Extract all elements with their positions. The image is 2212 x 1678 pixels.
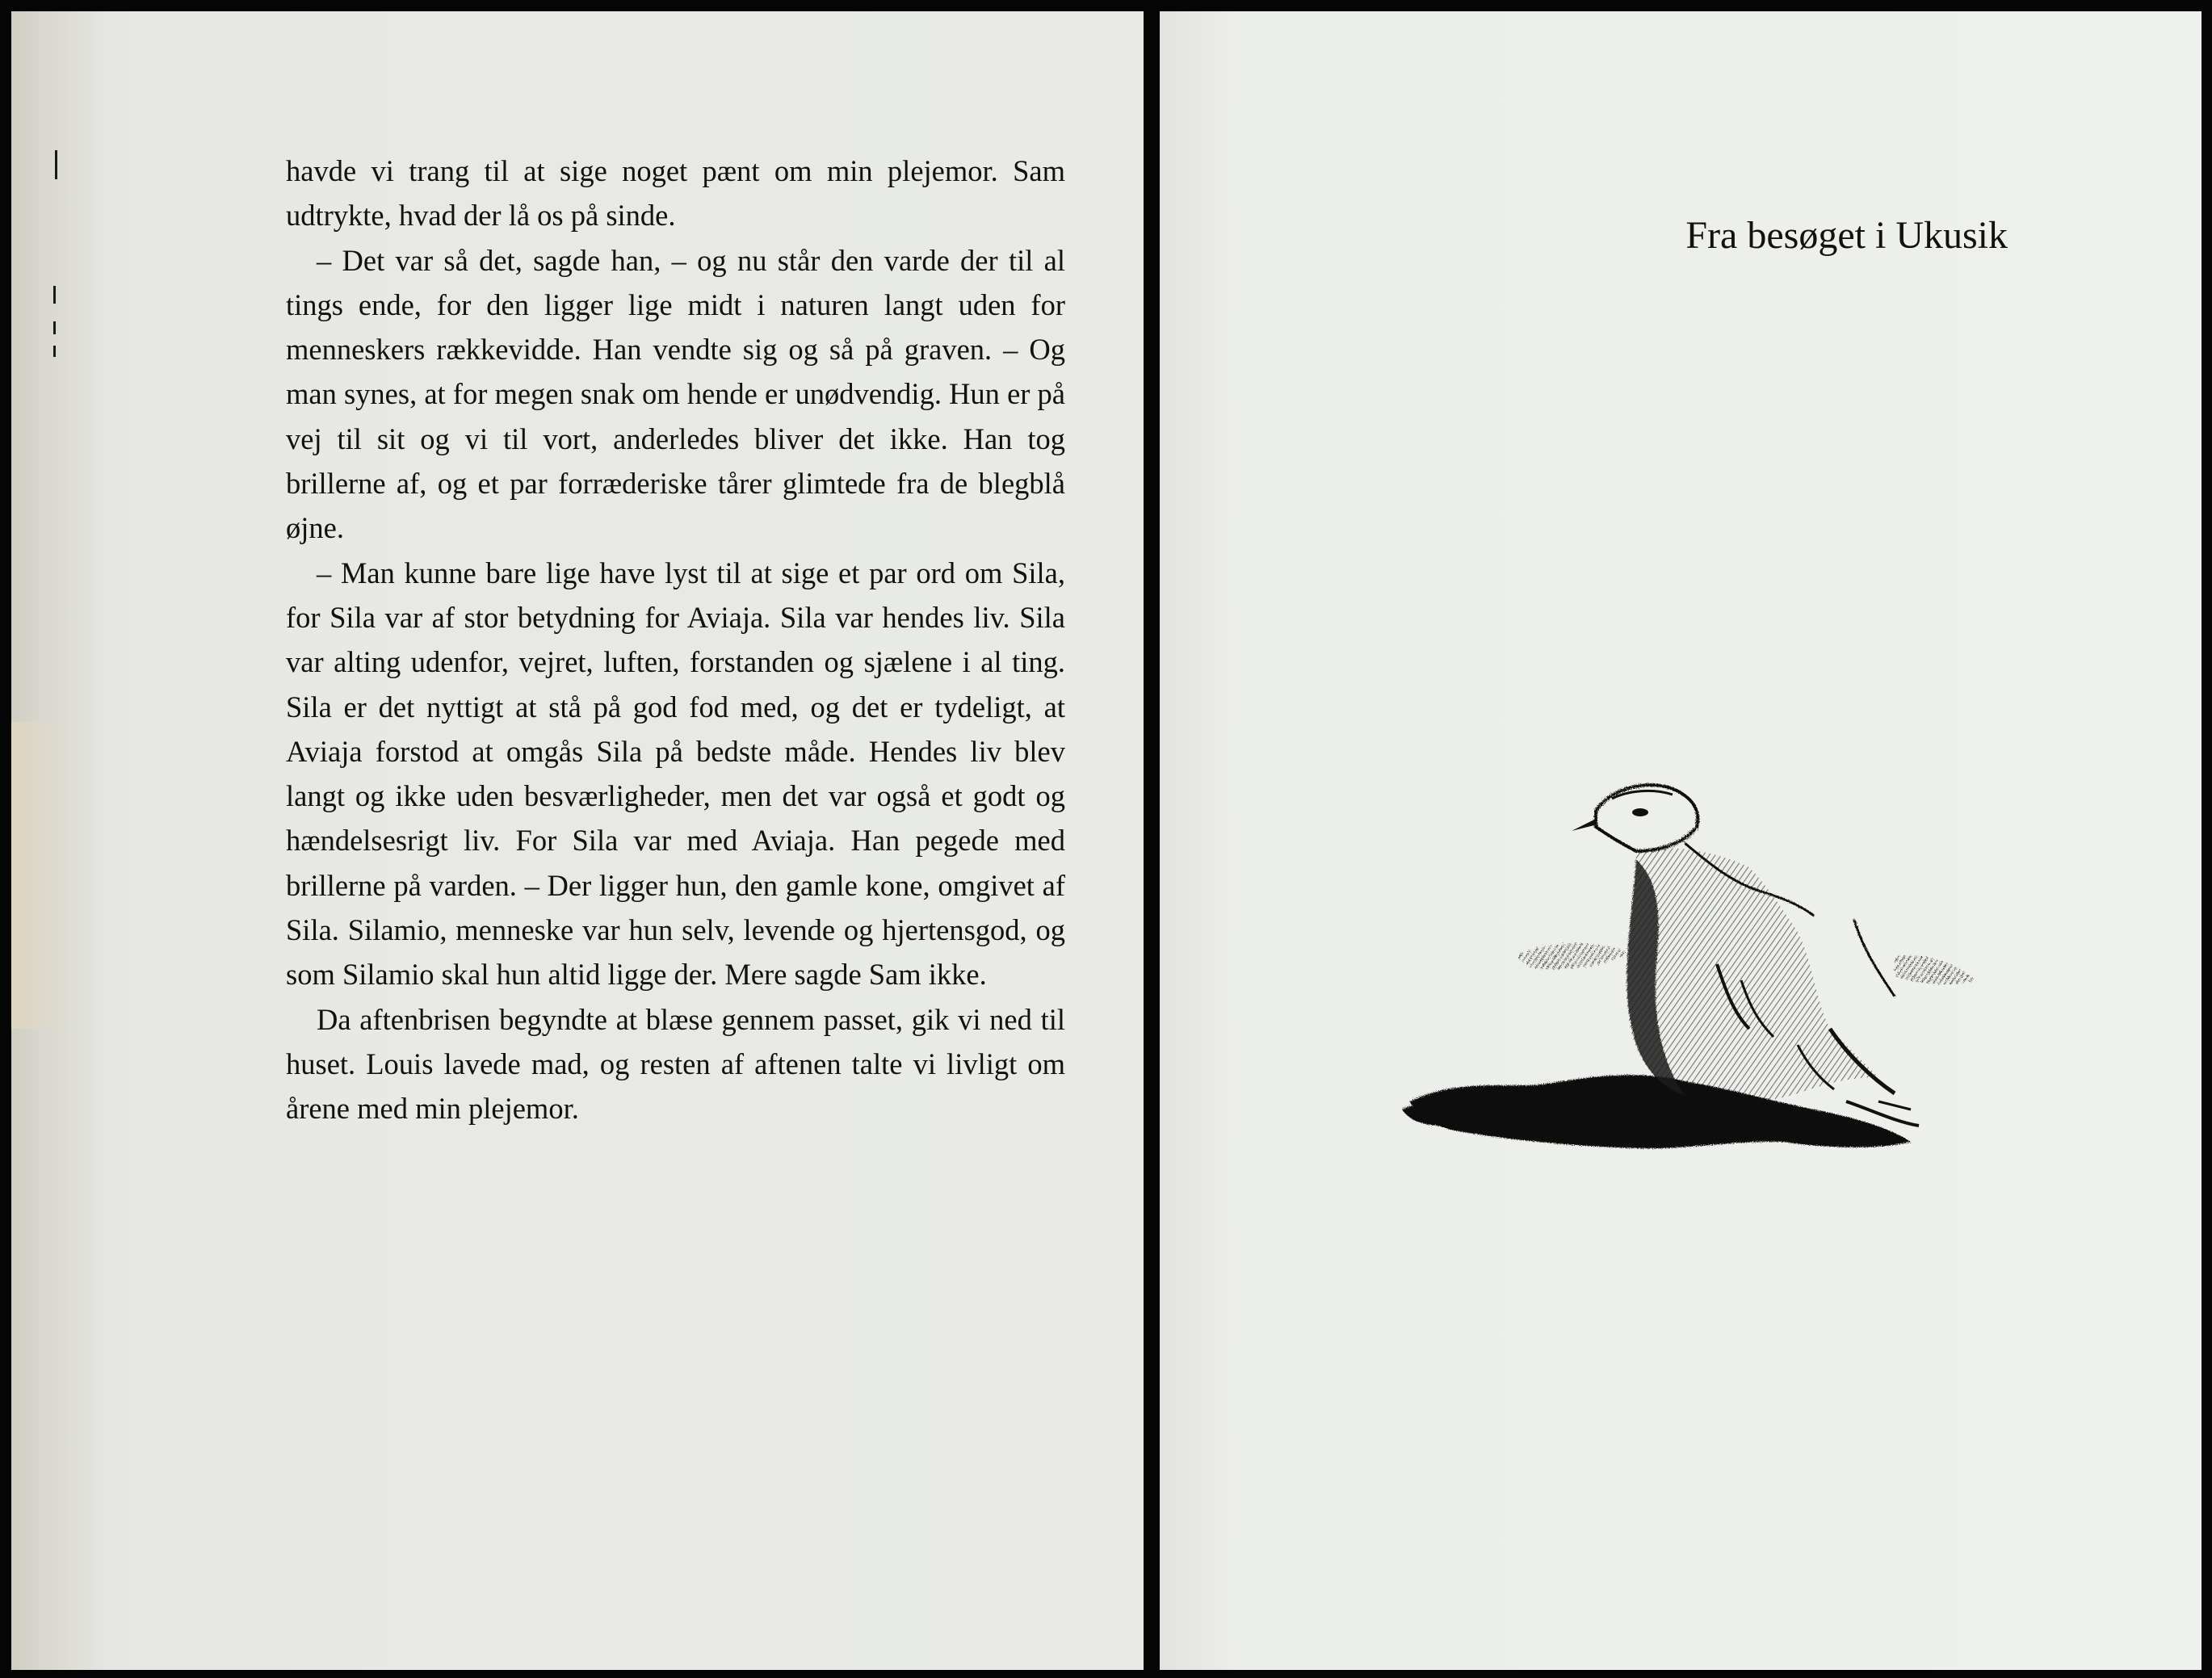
paragraph: Da aftenbrisen begyndte at blæse gennem passet, gik vi ned til huset. Louis lavede mad, og resten af aftenen talte vi livligt om årene med min plejemor. [286,1002,1065,1126]
edge-mark [53,321,56,334]
body-text [286,149,1065,1131]
chapter-title: Fra besøget i Ukusik [1685,214,2008,257]
paragraph: – Det var så det, sagde han, – og nu står den varde der til al tings ende, for den ligger lige midt i naturen langt uden for menneskers rækkevidde. Han vendte sig og så på graven. – Og man synes, at for megen snak om hende er unødvendig. Hun er på vej til sit og vi til vort, anderledes bliver det ikke. Han tog brillerne af, og et par forræderiske tårer glimtede fra de blegblå øjne. [286,243,1065,545]
edge-mark [55,150,57,179]
edge-mark [53,346,56,357]
ptarmigan-illustration [1394,722,2040,1223]
page-edge-discoloration [11,722,68,1029]
edge-mark [53,286,56,304]
paragraph: havde vi trang til at sige noget pænt om min plejemor. Sam udtrykte, hvad der lå os på sinde. [286,154,1065,233]
paragraph: – Man kunne bare lige have lyst til at sige et par ord om Sila, for Sila var af stor betydning for Aviaja. Sila var hendes liv. Sila var alting udenfor, vejret, luften, forstanden og sjælene i al ting. Sila er det nyttigt at stå på god fod med, og det er tydeligt, at Aviaja forstod at omgås Sila på bedste måde. Hendes liv blev langt og ikke uden besværligheder, men det var også et godt og hændelsesrigt liv. For Sila var med Aviaja. Han pegede med brillerne på varden. – Der ligger hun, den gamle kone, omgivet af Sila. Silamio, menneske var hun selv, levende og hjertensgod, og som Silamio skal hun altid ligge der. Mere sagde Sam ikke. [286,556,1065,992]
right-page [1160,11,2202,1670]
left-page [11,11,1144,1670]
